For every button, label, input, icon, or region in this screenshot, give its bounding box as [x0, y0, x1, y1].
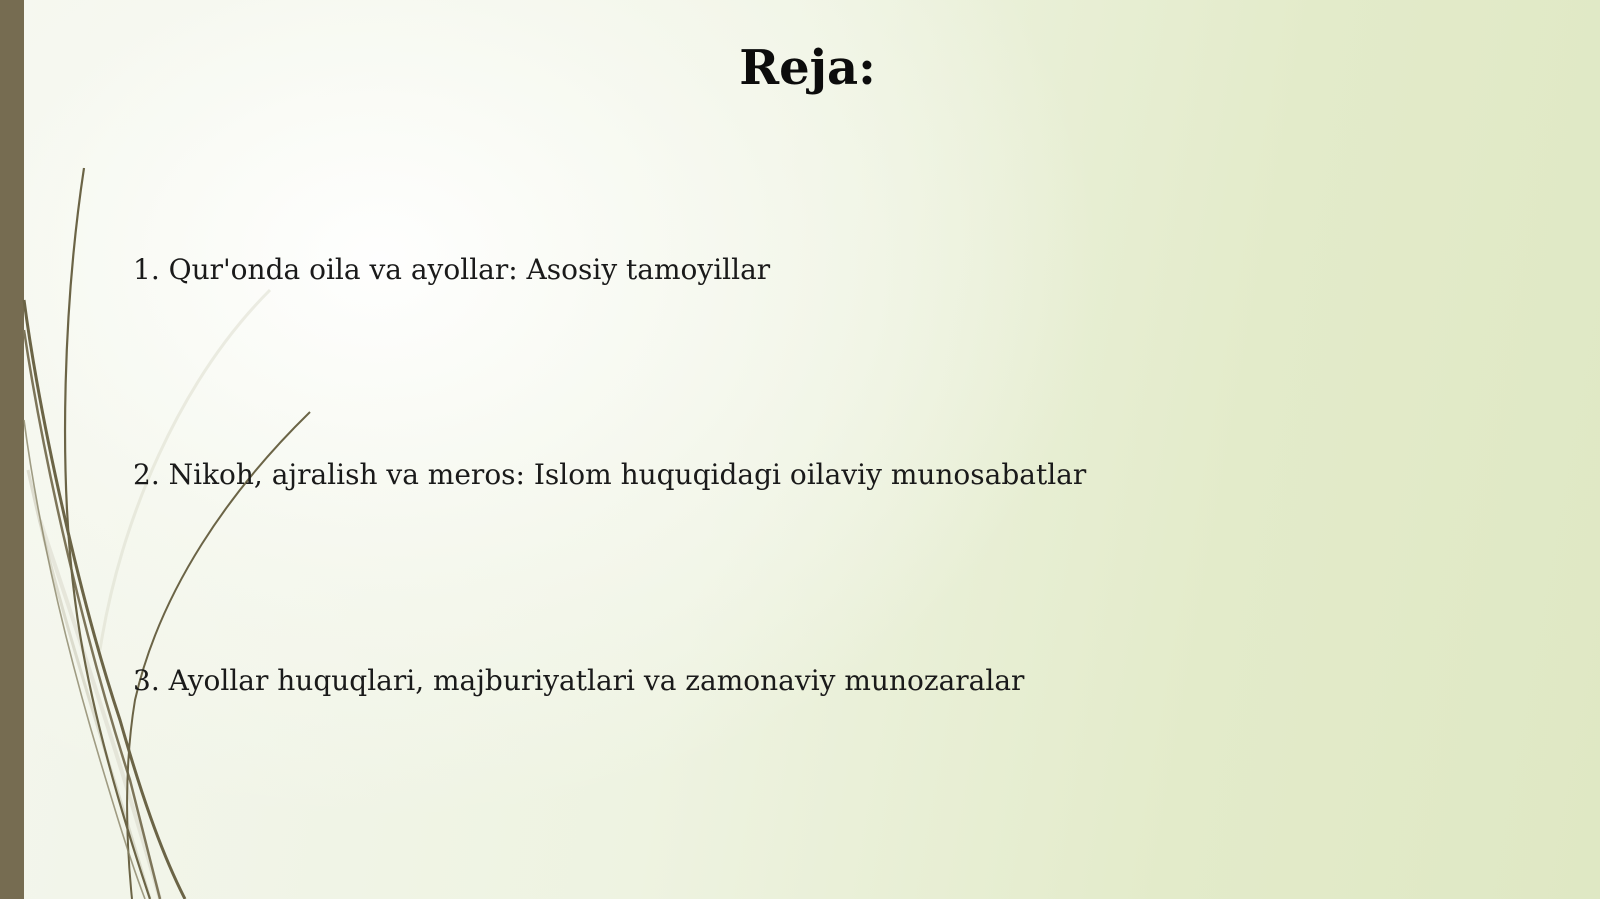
plan-item-2: 2. Nikoh, ajralish va meros: Islom huquqidagi oilaviy munosabatlar — [133, 458, 1087, 491]
plan-item-1: 1. Qur'onda oila va ayollar: Asosiy tamoyillar — [133, 253, 771, 286]
faint-blade-3 — [40, 520, 160, 899]
plan-item-3: 3. Ayollar huquqlari, majburiyatlari va zamonaviy munozaralar — [133, 664, 1025, 697]
slide-title: Reja: — [739, 40, 876, 96]
main-blade-1 — [24, 300, 185, 899]
grass-blades-graphic — [0, 0, 400, 899]
